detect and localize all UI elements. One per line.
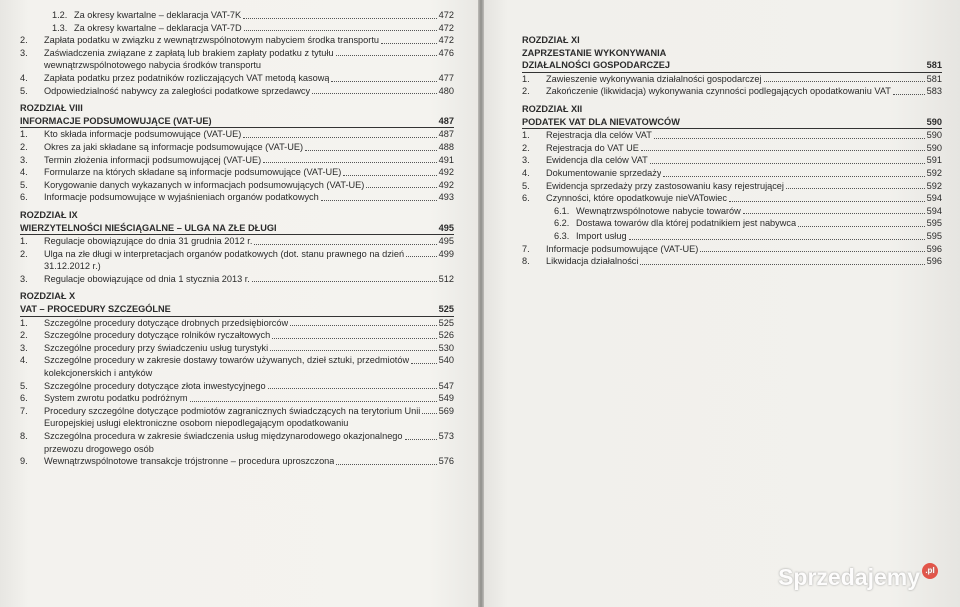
toc-entry: 1. Szczególne procedury dotyczące drobnych przedsiębiorców 525 bbox=[20, 317, 454, 328]
chapter-heading: ROZDZIAŁ IX bbox=[20, 209, 78, 220]
toc-entry-continuation: przewozu drogowego osób bbox=[44, 443, 154, 454]
toc-entry: 4. Formularze na których składane są informacje podsumowujące (VAT-UE) 492 bbox=[20, 167, 454, 178]
toc-entry: 1.2. Za okresy kwartalne – deklaracja VAT-7K 472 bbox=[52, 10, 454, 20]
toc-entry: 6. Informacje podsumowujące w wyjaśnieniach organów podatkowych 493 bbox=[20, 192, 454, 203]
chapter-title: WIERZYTELNOŚCI NIEŚCIĄGALNE – ULGA NA ZŁE DŁUGI 495 bbox=[20, 222, 454, 236]
toc-entry: 8. Szczególna procedura w zakresie świadczenia usług międzynarodowego okazjonalnego 573 bbox=[20, 431, 454, 441]
toc-entry-continuation: 31.12.2012 r.) bbox=[44, 261, 101, 272]
toc-entry: 3. Regulacje obowiązujące od dnia 1 stycznia 2013 r. 512 bbox=[20, 273, 454, 284]
toc-right bbox=[522, 34, 942, 268]
toc-entry: 7. Informacje podsumowujące (VAT-UE) 596 bbox=[522, 243, 942, 254]
toc-entry: 6.1. Wewnątrzwspólnotowe nabycie towarów 594 bbox=[554, 205, 942, 216]
toc-entry-continuation: kolekcjonerskich i antyków bbox=[44, 368, 153, 379]
toc-entry-continuation: wewnątrzwspólnotowego nabycia środków transportu bbox=[44, 60, 262, 71]
toc-entry: 6. System zwrotu podatku podróżnym 549 bbox=[20, 393, 454, 404]
toc-entry: 5. Odpowiedzialność nabywcy za zaległości podatkowe sprzedawcy 480 bbox=[20, 85, 454, 96]
toc-entry-continuation: Europejskiej usługi elektroniczne osobom niepodlegającym opodatkowaniu bbox=[44, 418, 349, 429]
toc-entry: 1. Rejestracja dla celów VAT 590 bbox=[522, 130, 942, 141]
toc-entry: 5. Ewidencja sprzedaży przy zastosowaniu kasy rejestrującej 592 bbox=[522, 180, 942, 191]
left-page bbox=[0, 0, 478, 607]
toc-entry: 1. Regulacje obowiązujące do dnia 31 grudnia 2012 r. 495 bbox=[20, 236, 454, 247]
toc-entry: 4. Zapłata podatku przez podatników rozliczających VAT metodą kasową 477 bbox=[20, 72, 454, 83]
toc-entry: 5. Szczególne procedury dotyczące złota inwestycyjnego 547 bbox=[20, 380, 454, 391]
toc-entry: 2. Zapłata podatku w związku z wewnątrzwspólnotowym nabyciem środka transportu 472 bbox=[20, 35, 454, 46]
toc-entry: 3. Szczególne procedury przy świadczeniu usług turystyki 530 bbox=[20, 342, 454, 353]
chapter-title: INFORMACJE PODSUMOWUJĄCE (VAT-UE) 487 bbox=[20, 115, 454, 129]
chapter-heading: ROZDZIAŁ XI bbox=[522, 35, 580, 45]
toc-entry: 1.3. Za okresy kwartalne – deklaracja VAT-7D 472 bbox=[52, 22, 454, 33]
toc-entry: 2. Zakończenie (likwidacja) wykonywania czynności podlegających opodatkowaniu VAT 583 bbox=[522, 86, 942, 97]
chapter-title: DZIAŁALNOŚCI GOSPODARCZEJ 581 bbox=[522, 59, 942, 73]
chapter-heading: ROZDZIAŁ X bbox=[20, 291, 76, 302]
toc-entry: 4. Dokumentowanie sprzedaży 592 bbox=[522, 167, 942, 178]
toc-entry: 5. Korygowanie danych wykazanych w informacjach podsumowujących (VAT-UE) 492 bbox=[20, 179, 454, 190]
toc-entry: 1. Kto składa informacje podsumowujące (VAT-UE) 487 bbox=[20, 129, 454, 140]
toc-entry: 7. Procedury szczególne dotyczące podmiotów zagranicznych świadczących na terytorium Unii 569 bbox=[20, 405, 454, 416]
chapter-title: VAT – PROCEDURY SZCZEGÓLNE 525 bbox=[20, 303, 454, 317]
toc-entry: 9. Wewnątrzwspólnotowe transakcje trójstronne – procedura uproszczona 576 bbox=[20, 456, 454, 467]
watermark-text: Sprzedajemy bbox=[778, 564, 920, 590]
chapter-title: PODATEK VAT DLA NIEVATOWCÓW 590 bbox=[522, 116, 942, 130]
chapter-heading: ROZDZIAŁ VIII bbox=[20, 103, 83, 114]
right-page bbox=[484, 0, 960, 607]
toc-entry: 6.2. Dostawa towarów dla której podatnikiem jest nabywca 595 bbox=[554, 218, 942, 229]
toc-entry: 2. Rejestracja do VAT UE 590 bbox=[522, 142, 942, 153]
chapter-heading: ROZDZIAŁ XII bbox=[522, 103, 583, 114]
toc-entry: 4. Szczególne procedury w zakresie dostawy towarów używanych, dzieł sztuki, przedmiotów 540 bbox=[20, 355, 454, 366]
toc-entry: 2. Ulga na złe długi w interpretacjach organów podatkowych (dot. stanu prawnego na dzień 499 bbox=[20, 248, 454, 259]
watermark-badge: .pl bbox=[922, 563, 938, 579]
toc-entry: 8. Likwidacja działalności 596 bbox=[522, 256, 942, 267]
toc-entry: 3. Termin złożenia informacji podsumowującej (VAT-UE) 491 bbox=[20, 154, 454, 165]
toc-entry: 2. Szczególne procedury dotyczące rolników ryczałtowych 526 bbox=[20, 330, 454, 341]
toc-entry: 6. Czynności, które opodatkowuje nieVATowiec 594 bbox=[522, 193, 942, 204]
toc-entry: 3. Ewidencja dla celów VAT 591 bbox=[522, 155, 942, 166]
toc-entry: 6.3. Import usług 595 bbox=[554, 230, 942, 241]
toc-left bbox=[20, 9, 454, 468]
toc-entry: 2. Okres za jaki składane są informacje podsumowujące (VAT-UE) 488 bbox=[20, 141, 454, 152]
toc-entry: 3. Zaświadczenia związane z zapłatą lub brakiem zapłaty podatku z tytułu 476 bbox=[20, 47, 454, 58]
chapter-title-line: ZAPRZESTANIE WYKONYWANIA bbox=[522, 47, 667, 58]
watermark-logo bbox=[778, 564, 938, 591]
toc-entry: 1. Zawieszenie wykonywania działalności gospodarczej 581 bbox=[522, 73, 942, 84]
